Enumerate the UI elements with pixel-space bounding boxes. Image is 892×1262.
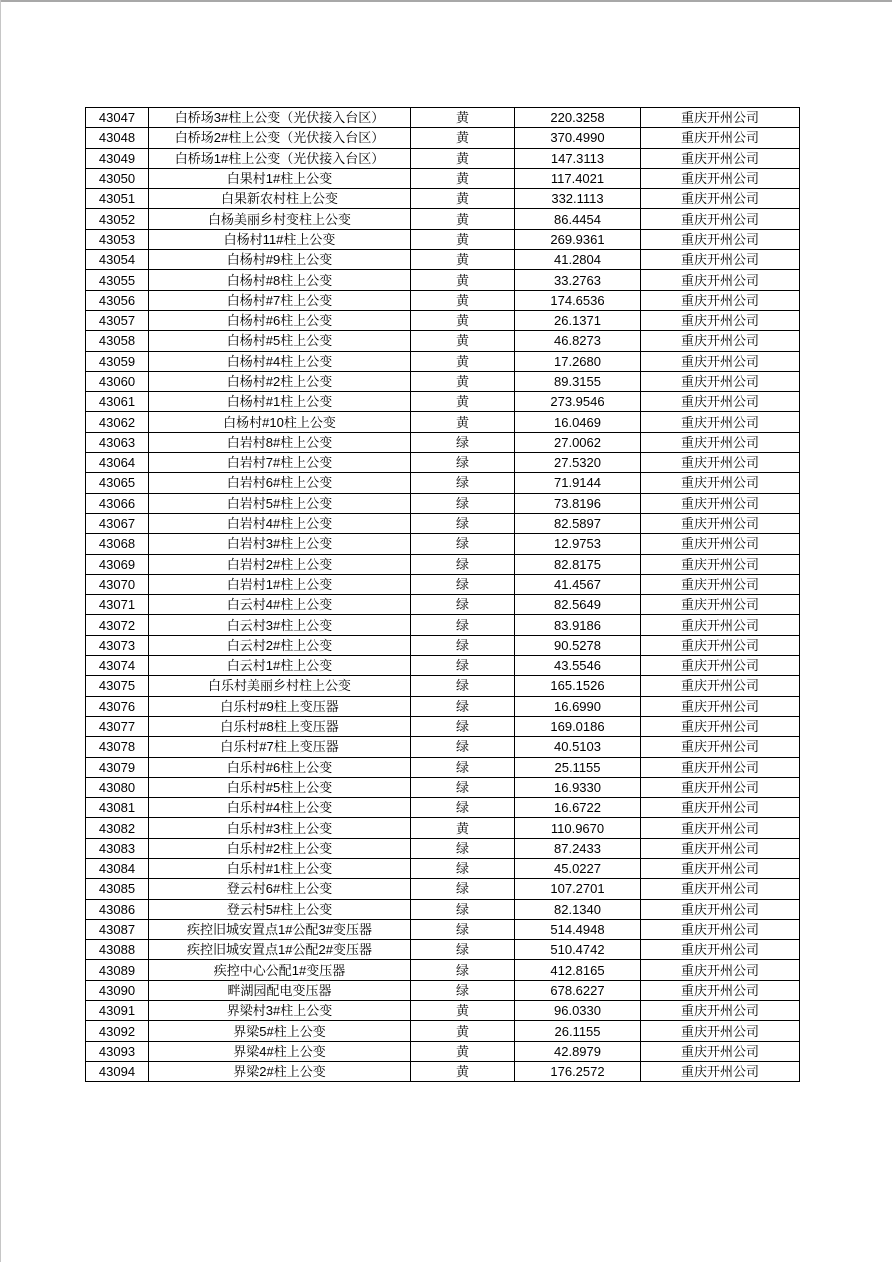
company-cell: 重庆开州公司 <box>641 432 800 452</box>
status-cell: 绿 <box>411 879 515 899</box>
transformer-name-cell: 白乐村#6柱上公变 <box>149 757 411 777</box>
transformer-name-cell: 白杨村#4柱上公变 <box>149 351 411 371</box>
transformer-name-cell: 白杨村#10柱上公变 <box>149 412 411 432</box>
company-cell: 重庆开州公司 <box>641 108 800 128</box>
row-id-cell: 43088 <box>86 940 149 960</box>
table-row <box>86 716 800 736</box>
table-row <box>86 351 800 371</box>
row-id-cell: 43076 <box>86 696 149 716</box>
company-cell: 重庆开州公司 <box>641 371 800 391</box>
value-cell: 82.1340 <box>515 899 641 919</box>
value-cell: 26.1155 <box>515 1021 641 1041</box>
transformer-name-cell: 白乐村#7柱上变压器 <box>149 737 411 757</box>
value-cell: 82.8175 <box>515 554 641 574</box>
value-cell: 27.0062 <box>515 432 641 452</box>
row-id-cell: 43051 <box>86 189 149 209</box>
value-cell: 514.4948 <box>515 919 641 939</box>
row-id-cell: 43075 <box>86 676 149 696</box>
transformer-name-cell: 界梁5#柱上公变 <box>149 1021 411 1041</box>
table-row <box>86 635 800 655</box>
status-cell: 黄 <box>411 250 515 270</box>
row-id-cell: 43074 <box>86 656 149 676</box>
row-id-cell: 43081 <box>86 798 149 818</box>
transformer-name-cell: 白桥场2#柱上公变（光伏接入台区） <box>149 128 411 148</box>
table-row <box>86 980 800 1000</box>
status-cell: 绿 <box>411 737 515 757</box>
transformer-name-cell: 白杨村#2柱上公变 <box>149 371 411 391</box>
row-id-cell: 43049 <box>86 148 149 168</box>
table-row <box>86 1001 800 1021</box>
value-cell: 269.9361 <box>515 229 641 249</box>
status-cell: 绿 <box>411 940 515 960</box>
status-cell: 绿 <box>411 716 515 736</box>
transformer-name-cell: 白岩村6#柱上公变 <box>149 473 411 493</box>
value-cell: 45.0227 <box>515 858 641 878</box>
row-id-cell: 43092 <box>86 1021 149 1041</box>
company-cell: 重庆开州公司 <box>641 899 800 919</box>
status-cell: 绿 <box>411 635 515 655</box>
transformer-name-cell: 登云村6#柱上公变 <box>149 879 411 899</box>
transformer-name-cell: 白乐村美丽乡村柱上公变 <box>149 676 411 696</box>
row-id-cell: 43082 <box>86 818 149 838</box>
status-cell: 绿 <box>411 432 515 452</box>
table-row <box>86 757 800 777</box>
table-row <box>86 940 800 960</box>
table-row <box>86 392 800 412</box>
table-row <box>86 615 800 635</box>
company-cell: 重庆开州公司 <box>641 513 800 533</box>
status-cell: 黄 <box>411 168 515 188</box>
table-row <box>86 128 800 148</box>
table-row <box>86 168 800 188</box>
table-row <box>86 595 800 615</box>
status-cell: 黄 <box>411 392 515 412</box>
table-row <box>86 493 800 513</box>
row-id-cell: 43058 <box>86 331 149 351</box>
value-cell: 16.0469 <box>515 412 641 432</box>
transformer-name-cell: 白杨村#5柱上公变 <box>149 331 411 351</box>
company-cell: 重庆开州公司 <box>641 148 800 168</box>
company-cell: 重庆开州公司 <box>641 250 800 270</box>
value-cell: 83.9186 <box>515 615 641 635</box>
row-id-cell: 43064 <box>86 453 149 473</box>
company-cell: 重庆开州公司 <box>641 595 800 615</box>
row-id-cell: 43093 <box>86 1041 149 1061</box>
value-cell: 41.4567 <box>515 574 641 594</box>
transformer-name-cell: 白杨村#1柱上公变 <box>149 392 411 412</box>
company-cell: 重庆开州公司 <box>641 290 800 310</box>
transformer-name-cell: 白岩村5#柱上公变 <box>149 493 411 513</box>
status-cell: 黄 <box>411 310 515 330</box>
company-cell: 重庆开州公司 <box>641 351 800 371</box>
table-row <box>86 270 800 290</box>
table-row <box>86 310 800 330</box>
table-row <box>86 513 800 533</box>
status-cell: 黄 <box>411 1041 515 1061</box>
row-id-cell: 43090 <box>86 980 149 1000</box>
value-cell: 27.5320 <box>515 453 641 473</box>
transformer-table <box>85 107 800 1082</box>
row-id-cell: 43068 <box>86 534 149 554</box>
value-cell: 220.3258 <box>515 108 641 128</box>
status-cell: 黄 <box>411 371 515 391</box>
row-id-cell: 43047 <box>86 108 149 128</box>
status-cell: 绿 <box>411 899 515 919</box>
table-row <box>86 250 800 270</box>
company-cell: 重庆开州公司 <box>641 818 800 838</box>
table-row <box>86 960 800 980</box>
status-cell: 绿 <box>411 919 515 939</box>
row-id-cell: 43065 <box>86 473 149 493</box>
status-cell: 黄 <box>411 412 515 432</box>
company-cell: 重庆开州公司 <box>641 1001 800 1021</box>
company-cell: 重庆开州公司 <box>641 737 800 757</box>
transformer-name-cell: 白云村3#柱上公变 <box>149 615 411 635</box>
company-cell: 重庆开州公司 <box>641 1061 800 1081</box>
status-cell: 绿 <box>411 513 515 533</box>
company-cell: 重庆开州公司 <box>641 574 800 594</box>
table-row <box>86 554 800 574</box>
company-cell: 重庆开州公司 <box>641 270 800 290</box>
row-id-cell: 43080 <box>86 777 149 797</box>
status-cell: 黄 <box>411 351 515 371</box>
row-id-cell: 43050 <box>86 168 149 188</box>
status-cell: 黄 <box>411 1001 515 1021</box>
row-id-cell: 43072 <box>86 615 149 635</box>
value-cell: 16.6722 <box>515 798 641 818</box>
status-cell: 绿 <box>411 676 515 696</box>
row-id-cell: 43061 <box>86 392 149 412</box>
company-cell: 重庆开州公司 <box>641 534 800 554</box>
status-cell: 绿 <box>411 757 515 777</box>
status-cell: 绿 <box>411 656 515 676</box>
status-cell: 黄 <box>411 229 515 249</box>
value-cell: 41.2804 <box>515 250 641 270</box>
status-cell: 绿 <box>411 980 515 1000</box>
status-cell: 黄 <box>411 209 515 229</box>
value-cell: 90.5278 <box>515 635 641 655</box>
value-cell: 42.8979 <box>515 1041 641 1061</box>
table-row <box>86 331 800 351</box>
status-cell: 绿 <box>411 960 515 980</box>
row-id-cell: 43078 <box>86 737 149 757</box>
table-row <box>86 798 800 818</box>
transformer-name-cell: 白乐村#1柱上公变 <box>149 858 411 878</box>
transformer-name-cell: 疾控旧城安置点1#公配3#变压器 <box>149 919 411 939</box>
value-cell: 273.9546 <box>515 392 641 412</box>
company-cell: 重庆开州公司 <box>641 412 800 432</box>
transformer-name-cell: 白桥场3#柱上公变（光伏接入台区） <box>149 108 411 128</box>
row-id-cell: 43059 <box>86 351 149 371</box>
table-row <box>86 371 800 391</box>
transformer-name-cell: 白杨村#8柱上公变 <box>149 270 411 290</box>
transformer-name-cell: 白杨村#9柱上公变 <box>149 250 411 270</box>
company-cell: 重庆开州公司 <box>641 209 800 229</box>
value-cell: 107.2701 <box>515 879 641 899</box>
table-row <box>86 209 800 229</box>
company-cell: 重庆开州公司 <box>641 554 800 574</box>
row-id-cell: 43077 <box>86 716 149 736</box>
row-id-cell: 43079 <box>86 757 149 777</box>
company-cell: 重庆开州公司 <box>641 229 800 249</box>
transformer-name-cell: 疾控中心公配1#变压器 <box>149 960 411 980</box>
value-cell: 86.4454 <box>515 209 641 229</box>
table-row <box>86 858 800 878</box>
company-cell: 重庆开州公司 <box>641 168 800 188</box>
table-row <box>86 879 800 899</box>
value-cell: 12.9753 <box>515 534 641 554</box>
transformer-name-cell: 白云村4#柱上公变 <box>149 595 411 615</box>
row-id-cell: 43069 <box>86 554 149 574</box>
transformer-name-cell: 白杨村11#柱上公变 <box>149 229 411 249</box>
company-cell: 重庆开州公司 <box>641 493 800 513</box>
status-cell: 绿 <box>411 696 515 716</box>
row-id-cell: 43052 <box>86 209 149 229</box>
value-cell: 510.4742 <box>515 940 641 960</box>
status-cell: 绿 <box>411 615 515 635</box>
status-cell: 绿 <box>411 473 515 493</box>
status-cell: 黄 <box>411 331 515 351</box>
transformer-table-container <box>85 107 799 1082</box>
transformer-name-cell: 白乐村#3柱上公变 <box>149 818 411 838</box>
status-cell: 黄 <box>411 1061 515 1081</box>
company-cell: 重庆开州公司 <box>641 1041 800 1061</box>
company-cell: 重庆开州公司 <box>641 777 800 797</box>
company-cell: 重庆开州公司 <box>641 858 800 878</box>
transformer-name-cell: 白乐村#2柱上公变 <box>149 838 411 858</box>
company-cell: 重庆开州公司 <box>641 331 800 351</box>
status-cell: 绿 <box>411 838 515 858</box>
table-row <box>86 899 800 919</box>
transformer-name-cell: 登云村5#柱上公变 <box>149 899 411 919</box>
value-cell: 43.5546 <box>515 656 641 676</box>
transformer-name-cell: 界梁4#柱上公变 <box>149 1041 411 1061</box>
status-cell: 黄 <box>411 108 515 128</box>
row-id-cell: 43067 <box>86 513 149 533</box>
value-cell: 165.1526 <box>515 676 641 696</box>
page-left-edge <box>0 0 1 1262</box>
value-cell: 40.5103 <box>515 737 641 757</box>
table-row <box>86 696 800 716</box>
row-id-cell: 43089 <box>86 960 149 980</box>
transformer-name-cell: 白乐村#8柱上变压器 <box>149 716 411 736</box>
transformer-name-cell: 白乐村#9柱上变压器 <box>149 696 411 716</box>
company-cell: 重庆开州公司 <box>641 656 800 676</box>
transformer-name-cell: 白杨村#6柱上公变 <box>149 310 411 330</box>
value-cell: 147.3113 <box>515 148 641 168</box>
value-cell: 33.2763 <box>515 270 641 290</box>
status-cell: 绿 <box>411 534 515 554</box>
company-cell: 重庆开州公司 <box>641 798 800 818</box>
row-id-cell: 43070 <box>86 574 149 594</box>
row-id-cell: 43054 <box>86 250 149 270</box>
company-cell: 重庆开州公司 <box>641 128 800 148</box>
transformer-name-cell: 白云村1#柱上公变 <box>149 656 411 676</box>
transformer-name-cell: 白云村2#柱上公变 <box>149 635 411 655</box>
table-row <box>86 838 800 858</box>
transformer-name-cell: 白岩村8#柱上公变 <box>149 432 411 452</box>
company-cell: 重庆开州公司 <box>641 838 800 858</box>
table-row <box>86 919 800 939</box>
value-cell: 17.2680 <box>515 351 641 371</box>
transformer-name-cell: 白乐村#4柱上公变 <box>149 798 411 818</box>
company-cell: 重庆开州公司 <box>641 940 800 960</box>
table-row <box>86 574 800 594</box>
row-id-cell: 43071 <box>86 595 149 615</box>
company-cell: 重庆开州公司 <box>641 980 800 1000</box>
row-id-cell: 43063 <box>86 432 149 452</box>
company-cell: 重庆开州公司 <box>641 310 800 330</box>
status-cell: 绿 <box>411 595 515 615</box>
company-cell: 重庆开州公司 <box>641 879 800 899</box>
value-cell: 82.5897 <box>515 513 641 533</box>
transformer-name-cell: 白岩村7#柱上公变 <box>149 453 411 473</box>
row-id-cell: 43087 <box>86 919 149 939</box>
company-cell: 重庆开州公司 <box>641 757 800 777</box>
status-cell: 绿 <box>411 453 515 473</box>
value-cell: 412.8165 <box>515 960 641 980</box>
table-row <box>86 108 800 128</box>
value-cell: 16.9330 <box>515 777 641 797</box>
value-cell: 169.0186 <box>515 716 641 736</box>
value-cell: 176.2572 <box>515 1061 641 1081</box>
value-cell: 26.1371 <box>515 310 641 330</box>
status-cell: 黄 <box>411 189 515 209</box>
table-row <box>86 656 800 676</box>
table-row <box>86 534 800 554</box>
transformer-name-cell: 白岩村2#柱上公变 <box>149 554 411 574</box>
status-cell: 绿 <box>411 777 515 797</box>
value-cell: 16.6990 <box>515 696 641 716</box>
company-cell: 重庆开州公司 <box>641 696 800 716</box>
row-id-cell: 43062 <box>86 412 149 432</box>
row-id-cell: 43066 <box>86 493 149 513</box>
transformer-name-cell: 界梁村3#柱上公变 <box>149 1001 411 1021</box>
company-cell: 重庆开州公司 <box>641 635 800 655</box>
table-row <box>86 432 800 452</box>
row-id-cell: 43073 <box>86 635 149 655</box>
transformer-name-cell: 白岩村3#柱上公变 <box>149 534 411 554</box>
row-id-cell: 43083 <box>86 838 149 858</box>
value-cell: 82.5649 <box>515 595 641 615</box>
status-cell: 绿 <box>411 493 515 513</box>
status-cell: 黄 <box>411 290 515 310</box>
table-row <box>86 473 800 493</box>
table-row <box>86 676 800 696</box>
table-row <box>86 737 800 757</box>
status-cell: 黄 <box>411 270 515 290</box>
table-row <box>86 453 800 473</box>
status-cell: 绿 <box>411 858 515 878</box>
transformer-name-cell: 白果新农村柱上公变 <box>149 189 411 209</box>
table-row <box>86 290 800 310</box>
row-id-cell: 43056 <box>86 290 149 310</box>
value-cell: 71.9144 <box>515 473 641 493</box>
company-cell: 重庆开州公司 <box>641 716 800 736</box>
table-row <box>86 1041 800 1061</box>
value-cell: 89.3155 <box>515 371 641 391</box>
status-cell: 黄 <box>411 148 515 168</box>
transformer-name-cell: 疾控旧城安置点1#公配2#变压器 <box>149 940 411 960</box>
value-cell: 678.6227 <box>515 980 641 1000</box>
value-cell: 174.6536 <box>515 290 641 310</box>
transformer-name-cell: 白果村1#柱上公变 <box>149 168 411 188</box>
value-cell: 46.8273 <box>515 331 641 351</box>
company-cell: 重庆开州公司 <box>641 676 800 696</box>
status-cell: 绿 <box>411 798 515 818</box>
transformer-name-cell: 白岩村1#柱上公变 <box>149 574 411 594</box>
transformer-name-cell: 白桥场1#柱上公变（光伏接入台区） <box>149 148 411 168</box>
table-row <box>86 1021 800 1041</box>
transformer-name-cell: 白杨美丽乡村变柱上公变 <box>149 209 411 229</box>
transformer-name-cell: 畔湖园配电变压器 <box>149 980 411 1000</box>
transformer-name-cell: 白乐村#5柱上公变 <box>149 777 411 797</box>
row-id-cell: 43055 <box>86 270 149 290</box>
value-cell: 96.0330 <box>515 1001 641 1021</box>
company-cell: 重庆开州公司 <box>641 960 800 980</box>
table-row <box>86 412 800 432</box>
table-row <box>86 189 800 209</box>
value-cell: 110.9670 <box>515 818 641 838</box>
row-id-cell: 43094 <box>86 1061 149 1081</box>
table-row <box>86 229 800 249</box>
status-cell: 黄 <box>411 128 515 148</box>
row-id-cell: 43057 <box>86 310 149 330</box>
status-cell: 黄 <box>411 1021 515 1041</box>
value-cell: 25.1155 <box>515 757 641 777</box>
value-cell: 332.1113 <box>515 189 641 209</box>
table-row <box>86 818 800 838</box>
table-row <box>86 148 800 168</box>
transformer-name-cell: 界梁2#柱上公变 <box>149 1061 411 1081</box>
value-cell: 73.8196 <box>515 493 641 513</box>
row-id-cell: 43060 <box>86 371 149 391</box>
company-cell: 重庆开州公司 <box>641 1021 800 1041</box>
company-cell: 重庆开州公司 <box>641 919 800 939</box>
page-top-edge <box>0 0 892 2</box>
row-id-cell: 43048 <box>86 128 149 148</box>
company-cell: 重庆开州公司 <box>641 615 800 635</box>
row-id-cell: 43085 <box>86 879 149 899</box>
value-cell: 117.4021 <box>515 168 641 188</box>
status-cell: 黄 <box>411 818 515 838</box>
company-cell: 重庆开州公司 <box>641 473 800 493</box>
table-row <box>86 777 800 797</box>
company-cell: 重庆开州公司 <box>641 453 800 473</box>
row-id-cell: 43091 <box>86 1001 149 1021</box>
row-id-cell: 43086 <box>86 899 149 919</box>
table-row <box>86 1061 800 1081</box>
company-cell: 重庆开州公司 <box>641 189 800 209</box>
transformer-table-body <box>86 108 800 1082</box>
row-id-cell: 43084 <box>86 858 149 878</box>
status-cell: 绿 <box>411 554 515 574</box>
transformer-name-cell: 白杨村#7柱上公变 <box>149 290 411 310</box>
company-cell: 重庆开州公司 <box>641 392 800 412</box>
value-cell: 370.4990 <box>515 128 641 148</box>
status-cell: 绿 <box>411 574 515 594</box>
value-cell: 87.2433 <box>515 838 641 858</box>
transformer-name-cell: 白岩村4#柱上公变 <box>149 513 411 533</box>
row-id-cell: 43053 <box>86 229 149 249</box>
